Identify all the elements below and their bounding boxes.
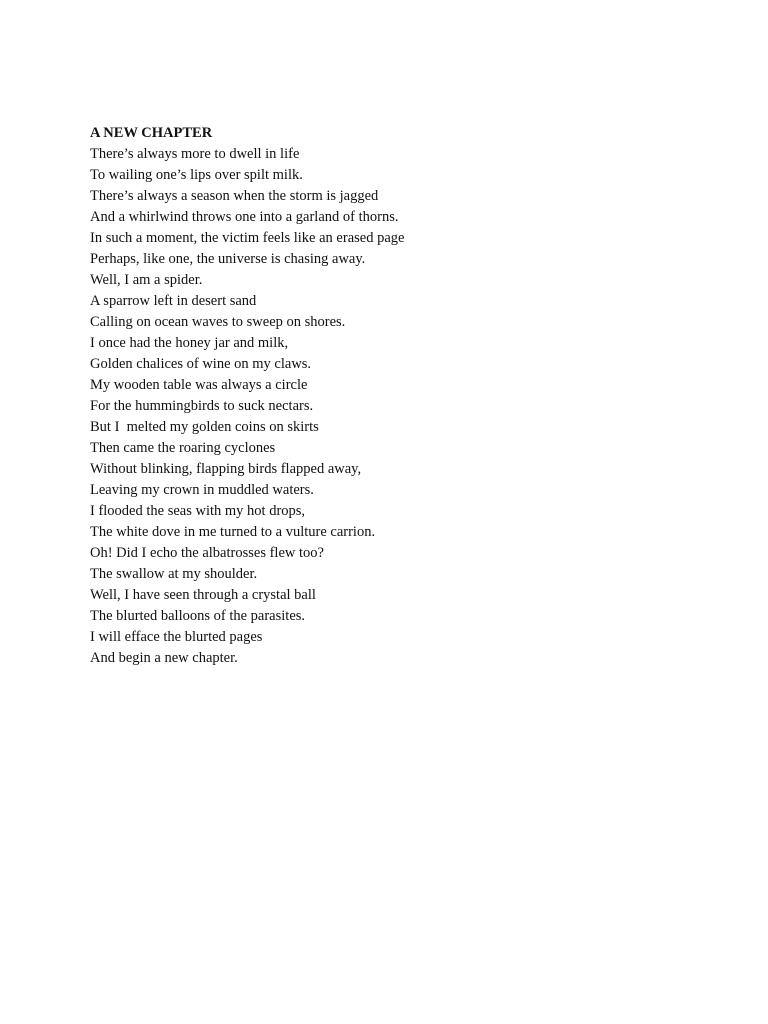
poem-line: I flooded the seas with my hot drops, — [90, 503, 306, 519]
poem-line: Well, I am a spider. — [90, 272, 203, 288]
poem-line: Calling on ocean waves to sweep on shores. — [90, 314, 346, 330]
poem-line: To wailing one’s lips over spilt milk. — [90, 167, 303, 183]
poem-line: Perhaps, like one, the universe is chasing away. — [90, 251, 366, 267]
poem-line: There’s always more to dwell in life — [90, 146, 300, 162]
poem-line: Without blinking, flapping birds flapped away, — [90, 461, 362, 477]
poem-line: And begin a new chapter. — [90, 650, 238, 666]
poem-line: I once had the honey jar and milk, — [90, 335, 289, 351]
poem-line: But I melted my golden coins on skirts — [90, 419, 319, 435]
poem-line: In such a moment, the victim feels like an erased page — [90, 230, 405, 246]
poem-line: The white dove in me turned to a vulture carrion. — [90, 524, 376, 540]
poem-line: Well, I have seen through a crystal ball — [90, 587, 316, 603]
poem-line: Then came the roaring cyclones — [90, 440, 276, 456]
poem-line: There’s always a season when the storm is jagged — [90, 188, 379, 204]
poem-line: And a whirlwind throws one into a garland of thorns. — [90, 209, 399, 225]
poem-line: For the hummingbirds to suck nectars. — [90, 398, 314, 414]
poem-line: The blurted balloons of the parasites. — [90, 608, 306, 624]
poem — [90, 123, 690, 669]
poem-line: Leaving my crown in muddled waters. — [90, 482, 314, 498]
poem-line: Golden chalices of wine on my claws. — [90, 356, 312, 372]
poem-line: A sparrow left in desert sand — [90, 293, 257, 309]
poem-line: The swallow at my shoulder. — [90, 566, 258, 582]
poem-line: My wooden table was always a circle — [90, 377, 308, 393]
poem-title: A NEW CHAPTER — [90, 125, 213, 141]
poem-line: Oh! Did I echo the albatrosses flew too? — [90, 545, 324, 561]
poem-line: I will efface the blurted pages — [90, 629, 263, 645]
